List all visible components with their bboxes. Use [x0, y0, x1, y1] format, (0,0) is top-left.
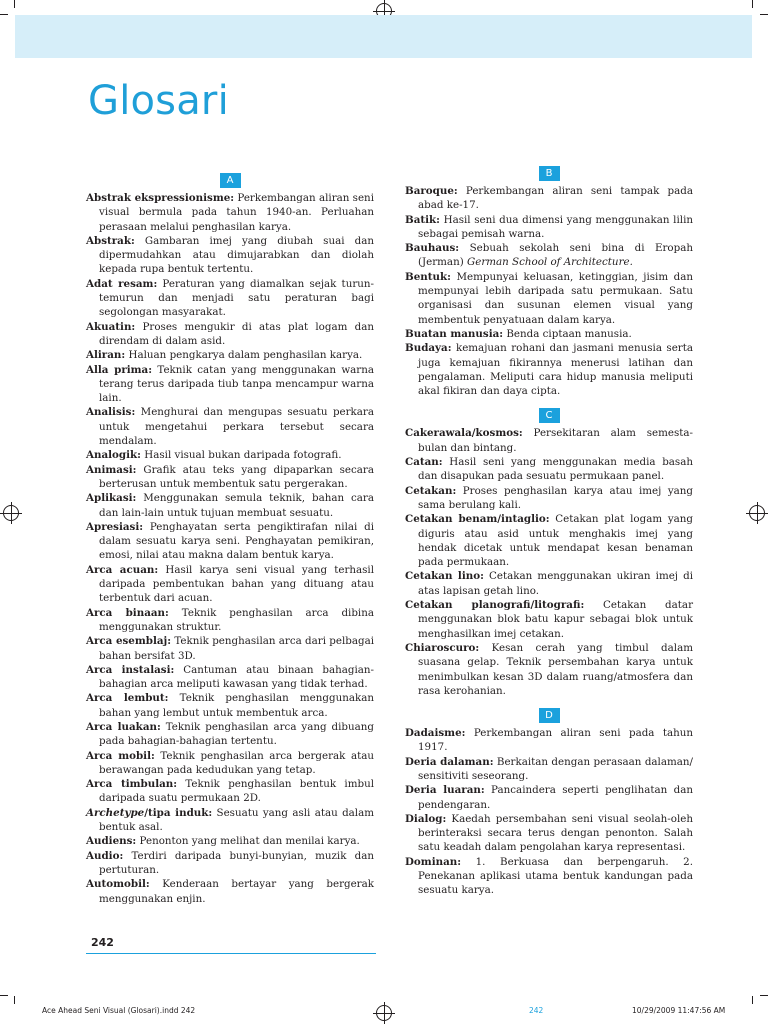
glossary-definition: Perkembangan aliran seni pada tahun 1917.: [418, 727, 693, 754]
glossary-definition: Hasil visual bukan daripada fotografi.: [140, 449, 342, 462]
page-title: Glosari: [88, 78, 229, 124]
crop-mark: [752, 0, 753, 8]
crop-mark: [760, 14, 768, 15]
glossary-definition: Mempunyai keluasan, ketinggian, jisim dan mempunyai lebih daripada satu permukaan. Satu organisasi dan susunan elemen visual yang membentuk penyatuaan dalam karya.: [418, 270, 693, 326]
glossary-term: Audio:: [86, 849, 124, 862]
glossary-term: Abstrak:: [86, 234, 135, 247]
glossary-term: Analogik:: [86, 449, 141, 462]
glossary-term: Dadaisme:: [405, 727, 466, 740]
glossary-definition: Teknik catan yang menggunakan warna terang terus daripada tiub tanpa mencampur warna lain.: [99, 363, 375, 405]
glossary-definition: Persekitaran alam semesta-bulan dan bintang.: [418, 427, 693, 454]
glossary-entry: [405, 184, 693, 213]
section-letter-badge: A: [220, 173, 241, 188]
glossary-definition: Kesan cerah yang timbul dalam suasana gelap. Teknik persembahan karya untuk menimbulkan kesan 3D dalam ruang/atmosfera dan rasa kerohanian.: [418, 641, 693, 697]
glossary-definition: Grafik atau teks yang dipaparkan secara berterusan untuk membentuk satu pergerakan.: [99, 463, 374, 490]
glossary-entry: [86, 691, 374, 720]
glossary-definition: kemajuan rohani dan jasmani menusia serta juga kemajuan fikirannya menerusi latihan dan pengalaman. Meliputi cara hidup manusia meliputi akal fikiran dan daya cipta.: [418, 342, 693, 398]
glossary-entry: [86, 405, 374, 448]
glossary-term: Automobil:: [86, 878, 150, 891]
crop-mark: [760, 995, 768, 996]
glossary-definition-italic: German School of Architecture.: [467, 256, 633, 269]
glossary-definition: Proses penghasilan karya atau imej yang sama berulang kali.: [418, 484, 693, 511]
glossary-entry: [405, 455, 693, 484]
glossary-term: Arca instalasi:: [86, 663, 175, 676]
print-slug-filename: Ace Ahead Seni Visual (Glosari).indd 242: [42, 1006, 196, 1015]
glossary-definition: Cetakan menggunakan ukiran imej di atas lapisan getah lino.: [418, 570, 694, 597]
glossary-entry: [405, 426, 693, 455]
glossary-definition: Berkaitan dengan perasaan dalaman/ sensitiviti seseorang.: [418, 755, 693, 782]
glossary-definition: Menggunakan semula teknik, bahan cara dan lain-lain untuk tujuan membuat sesuatu.: [99, 492, 374, 519]
crop-mark: [14, 996, 15, 1004]
glossary-term: Bauhaus:: [405, 242, 460, 255]
glossary-term: Aplikasi:: [86, 492, 137, 505]
glossary-entry: [405, 755, 693, 784]
glossary-term: Abstrak ekspressionisme:: [86, 192, 235, 204]
glossary-term: Arca binaan:: [86, 606, 169, 619]
glossary-term: Chiaroscuro:: [405, 641, 480, 654]
glossary-entry: [86, 348, 374, 362]
glossary-term: Animasi:: [86, 463, 137, 476]
glossary-definition: Penghayatan serta pengiktirafan nilai di dalam sesuatu karya seni. Penghayatan pemikiran, emosi, nilai atau makna dalam bentuk karya.: [99, 520, 374, 562]
footer-rule: [86, 953, 376, 954]
glossary-entry: [86, 363, 374, 406]
glossary-entry: [405, 855, 693, 898]
glossary-entry: [86, 520, 374, 563]
crop-mark: [0, 14, 8, 15]
glossary-definition: Teknik penghasilan arca dibina menggunakan struktur.: [99, 606, 374, 633]
glossary-entry: [86, 749, 374, 778]
glossary-term: Arca lembut:: [86, 692, 169, 705]
glossary-term: Arca timbulan:: [86, 778, 178, 791]
glossary-entry: [405, 598, 693, 641]
glossary-entry: [86, 320, 374, 349]
glossary-term: Cetakan benam/intaglio:: [405, 513, 550, 526]
crop-mark: [14, 0, 15, 8]
glossary-column-right: [405, 162, 693, 898]
glossary-term: Dialog:: [405, 812, 447, 825]
section-letter-badge: C: [539, 408, 560, 423]
registration-mark-bottom: [376, 1005, 392, 1021]
print-slug-page: 242: [529, 1006, 544, 1015]
glossary-term: Catan:: [405, 456, 443, 469]
glossary-entry: [86, 849, 374, 878]
glossary-entry: [86, 463, 374, 492]
glossary-term: Cetakan:: [405, 484, 457, 497]
glossary-term: Bentuk:: [405, 270, 451, 283]
glossary-entry: [405, 241, 693, 270]
glossary-term: Baroque:: [405, 185, 458, 197]
glossary-entry: [86, 277, 374, 320]
glossary-definition: Teknik penghasilan arca bergerak atau berawangan pada kedudukan yang tetap.: [99, 749, 374, 776]
glossary-definition: Sesuatu yang asli atau dalam bentuk asal.: [99, 806, 374, 834]
glossary-definition: Kaedah persembahan seni visual seolah-oleh berinteraksi secara terus dengan penonton. Salah satu keadah dalam pengolahan karya representasi.: [418, 812, 693, 854]
glossary-definition: 1. Berkuasa dan berpengaruh. 2. Penekanan aplikasi utama bentuk kandungan pada sesuatu karya.: [418, 855, 693, 897]
glossary-definition: Cetakan datar menggunakan blok batu kapur sebagai blok untuk menghasilkan imej cetakan.: [418, 599, 693, 640]
glossary-definition: Penonton yang melihat dan menilai karya.: [136, 835, 360, 848]
glossary-entry: [86, 234, 374, 277]
glossary-entry: [405, 327, 693, 341]
registration-mark-left: [3, 505, 19, 521]
glossary-term: Apresiasi:: [86, 520, 144, 533]
glossary-definition: Perkembangan aliran seni visual bermula pada tahun 1940-an. Perluahan perasaan melalui penghasilan karya.: [99, 192, 374, 233]
glossary-entry: [405, 569, 693, 598]
glossary-entry: [405, 812, 693, 855]
glossary-definition: Hasil seni dua dimensi yang menggunakan lilin sebagai pemisah warna.: [418, 213, 693, 240]
glossary-entry: [86, 448, 374, 462]
glossary-entry: [86, 191, 374, 234]
glossary-term: Cetakan lino:: [405, 570, 484, 583]
glossary-entry: [405, 484, 693, 513]
glossary-definition: Teknik penghasilan arca yang dibuang pada bahagian-bahagian tertentu.: [99, 720, 374, 748]
glossary-entry: [405, 270, 693, 327]
glossary-term: Arca mobil:: [86, 749, 155, 762]
registration-mark-right: [749, 505, 765, 521]
glossary-entry: [405, 512, 693, 569]
glossary-term: Deria dalaman:: [405, 755, 494, 768]
glossary-term: Deria luaran:: [405, 784, 485, 797]
glossary-entry: [405, 213, 693, 242]
glossary-entry: [405, 341, 693, 398]
glossary-term: Adat resam:: [86, 277, 158, 290]
crop-mark: [0, 995, 8, 996]
glossary-definition: Terdiri daripada bunyi-bunyian, muzik dan pertuturan.: [99, 849, 374, 876]
glossary-term: Budaya:: [405, 342, 452, 355]
glossary-entry: [86, 563, 374, 606]
glossary-entry: [405, 726, 693, 755]
header-band: [15, 15, 752, 58]
glossary-entry: [86, 806, 374, 835]
glossary-term: Cetakan planografi/litografi:: [405, 599, 585, 612]
glossary-definition: Menghurai dan mengupas sesuatu perkara untuk mengetahui perkara tersebut secara mendalam.: [99, 406, 374, 448]
glossary-term: Arca acuan:: [86, 563, 159, 576]
glossary-term: Cakerawala/kosmos:: [405, 427, 523, 440]
glossary-term: /tipa induk:: [144, 806, 213, 819]
glossary-definition: Hasil karya seni visual yang terhasil daripada pembentukan bahan yang dituang atau terbentuk dari acuan.: [99, 563, 375, 605]
glossary-definition: Perkembangan aliran seni tampak pada abad ke-17.: [418, 185, 693, 212]
glossary-definition: Hasil seni yang menggunakan media basah dan disapukan pada sesuatu permukaan panel.: [418, 456, 693, 483]
glossary-term: Akuatin:: [86, 320, 136, 333]
glossary-term: Alla prima:: [86, 363, 153, 376]
glossary-definition: Teknik penghasilan arca dari pelbagai bahan bersifat 3D.: [99, 635, 374, 662]
glossary-definition: Cantuman atau binaan bahagian-bahagian arca meliputi kawasan yang tidak terhad.: [99, 663, 374, 691]
glossary-definition: Gambaran imej yang diubah suai dan dipermudahkan atau dimujarabkan dan diolah kepada rupa bentuk tertentu.: [99, 234, 374, 276]
section-letter-badge: D: [539, 708, 560, 723]
glossary-term: Arca esemblaj:: [86, 635, 172, 648]
glossary-definition: Peraturan yang diamalkan sejak turun-temurun dan menjadi satu peraturan bagi segolongan masyarakat.: [99, 277, 374, 319]
glossary-entry: [86, 720, 374, 749]
glossary-entry: [86, 663, 374, 692]
glossary-entry: [86, 606, 374, 635]
glossary-entry: [86, 877, 374, 906]
glossary-term: Aliran:: [86, 349, 126, 362]
glossary-term: Audiens:: [86, 835, 137, 848]
page-number: 242: [91, 936, 114, 949]
glossary-entry: [86, 491, 374, 520]
glossary-definition: Benda ciptaan manusia.: [503, 327, 632, 340]
glossary-entry: [405, 641, 693, 698]
glossary-definition: Teknik penghasilan bentuk imbul daripada suatu permukaan 2D.: [99, 778, 374, 805]
glossary-entry: [86, 834, 374, 848]
glossary-definition: Haluan pengkarya dalam penghasilan karya.: [125, 349, 363, 362]
glossary-term: Buatan manusia:: [405, 327, 504, 340]
glossary-term: Batik:: [405, 213, 440, 226]
section-letter-badge: B: [539, 166, 560, 181]
glossary-term: Dominan:: [405, 855, 462, 868]
glossary-definition: Cetakan plat logam yang diguris atau asid untuk menghakis imej yang hendak dicetak untuk mendapat kesan benaman pada permukaan.: [418, 513, 693, 569]
glossary-definition: Kenderaan bertayar yang bergerak menggunakan enjin.: [99, 878, 374, 905]
glossary-entry: [405, 783, 693, 812]
glossary-definition: Sebuah sekolah seni bina di Eropah (Jerman): [418, 242, 693, 269]
glossary-definition: Pancaindera seperti penglihatan dan pendengaran.: [418, 784, 694, 811]
glossary-definition: Teknik penghasilan menggunakan bahan yang lembut untuk membentuk arca.: [99, 692, 375, 719]
glossary-entry: [86, 634, 374, 663]
print-slug-timestamp: 10/29/2009 11:47:56 AM: [632, 1006, 726, 1015]
glossary-term-italic: Archetype: [86, 806, 145, 819]
glossary-term: Arca luakan:: [86, 720, 161, 733]
glossary-entry: [86, 777, 374, 806]
glossary-definition: Proses mengukir di atas plat logam dan direndam di dalam asid.: [99, 320, 374, 347]
glossary-term: Analisis:: [86, 406, 136, 419]
crop-mark: [752, 996, 753, 1004]
glossary-column-left: [86, 169, 374, 906]
